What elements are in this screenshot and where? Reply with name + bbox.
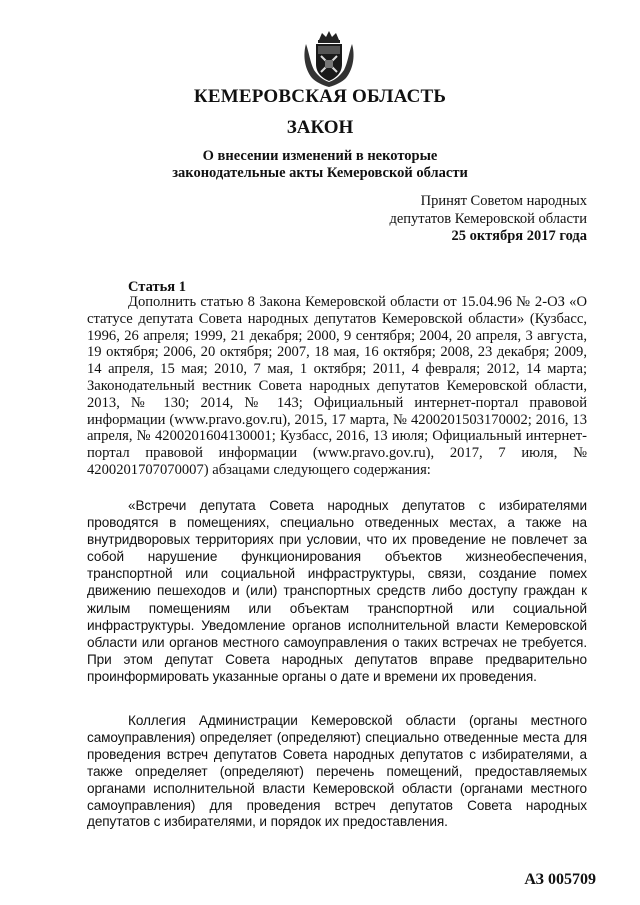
title-line-1: О внесении изменений в некоторые — [202, 148, 438, 164]
paragraph-2: «Встречи депутата Совета народных депутатов с избирателями проводятся в помещениях, специально отведенных местах, а также на внутридворовых территориях при условии, что их проведение не повлечет за собой нарушение функционирования объектов жизнеобеспечения, транспортной или социальной инфраструктуры, связи, создание помех движению пешеходов и (или) транспортных средств либо доступу граждан к жилым помещениям или объектам транспортной или социальной инфраструктуры. Уведомление органов исполнительной власти Кемеровской области или органов местного самоуправления о таких встречах не требуется. При этом депутат Совета народных депутатов вправе предварительно проинформировать указанные органы о дате и времени их проведения. — [87, 498, 587, 684]
article-heading: Статья 1 — [128, 279, 186, 295]
serial-number: АЗ 005709 — [524, 871, 596, 888]
document-title — [0, 148, 640, 182]
document-type: ЗАКОН — [286, 117, 354, 138]
adoption-line-1: Принят Советом народных — [420, 193, 587, 209]
title-line-2: законодательные акты Кемеровской области — [172, 165, 468, 181]
adoption-block — [389, 193, 587, 246]
adoption-date: 25 октября 2017 года — [451, 228, 587, 244]
adoption-line-2: депутатов Кемеровской области — [389, 210, 587, 227]
region-title: КЕМЕРОВСКАЯ ОБЛАСТЬ — [193, 86, 447, 107]
paragraph-1: Дополнить статью 8 Закона Кемеровской области от 15.04.96 № 2-ОЗ «О статусе депутата Совета народных депутатов Кемеровской области» (Кузбасс, 1996, 26 апреля; 1999, 21 декабря; 2000, 9 сентября; 2004, 20 апреля, 3 августа, 19 октября; 2006, 20 октября; 2007, 18 мая, 16 октября; 2008, 23 декабря; 2009, 14 апреля, 15 мая; 2010, 7 мая, 1 октября; 2011, 4 февраля; 2012, 14 марта; Законодательный вестник Совета народных депутатов Кемеровской области, 2013, № 130; 2014, № 143; Официальный интернет-портал правовой информации (www.pravo.gov.ru), 2015, 17 марта, № 4200201503170002; 2016, 13 апреля, № 4200201604130001; Кузбасс, 2016, 13 июля; Официальный интернет-портал правовой информации (www.pravo.gov.ru), 2017, 7 июля, № 4200201707070007) абзацами следующего содержания: — [87, 294, 587, 478]
paragraph-3: Коллегия Администрации Кемеровской области (органы местного самоуправления) определяет (определяют) специально отведенные места для проведения встреч депутатов Совета народных депутатов с избирателями, а также определяет (определяют) перечень помещений, предоставляемых органами исполнительной власти Кемеровской области (органами местного самоуправления) для проведения встреч депутатов Совета народных депутатов с избирателями, и порядок их предоставления. — [87, 713, 587, 830]
coat-of-arms-icon — [302, 30, 356, 88]
